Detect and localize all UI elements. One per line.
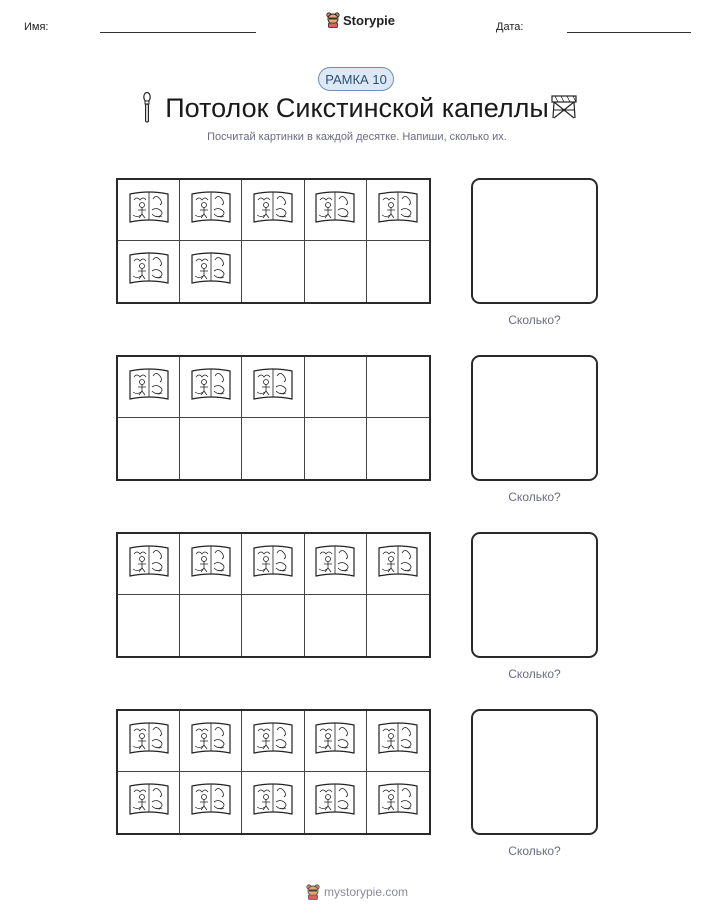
fresco-picture-icon xyxy=(128,367,170,408)
scaffold-icon xyxy=(549,94,579,120)
fresco-picture-icon xyxy=(190,721,232,762)
frame-cell xyxy=(118,711,180,772)
fresco-picture-icon xyxy=(128,782,170,823)
title-row xyxy=(0,90,714,130)
frame-cell xyxy=(180,772,242,833)
frame-cell xyxy=(367,711,429,772)
frame-badge: РАМКА 10 xyxy=(318,67,394,91)
ten-frame-3 xyxy=(116,532,431,658)
fresco-picture-icon xyxy=(190,544,232,585)
brand-name: Storypie xyxy=(343,12,396,28)
frame-cell xyxy=(118,418,180,479)
ten-frame-1 xyxy=(116,178,431,304)
name-line[interactable] xyxy=(100,32,256,33)
frame-cell xyxy=(118,241,180,302)
fresco-picture-icon xyxy=(190,190,232,231)
frame-cell xyxy=(180,180,242,241)
fresco-picture-icon xyxy=(314,782,356,823)
fresco-picture-icon xyxy=(128,721,170,762)
fresco-picture-icon xyxy=(252,190,294,231)
frame-cell xyxy=(118,534,180,595)
frame-cell xyxy=(305,595,367,656)
frame-cell xyxy=(242,534,304,595)
fresco-picture-icon xyxy=(252,367,294,408)
fresco-picture-icon xyxy=(252,782,294,823)
frame-cell xyxy=(242,772,304,833)
name-label: Имя: xyxy=(24,21,49,33)
frame-cell xyxy=(367,180,429,241)
bear-mascot-icon xyxy=(306,884,320,900)
frame-cell xyxy=(305,772,367,833)
answer-box-1[interactable] xyxy=(471,178,598,304)
frame-cell xyxy=(367,534,429,595)
answer-label-1: Сколько? xyxy=(508,313,561,327)
frame-cell xyxy=(367,772,429,833)
frame-cell xyxy=(118,357,180,418)
fresco-picture-icon xyxy=(252,544,294,585)
frame-cell xyxy=(242,595,304,656)
frame-cell xyxy=(180,711,242,772)
fresco-picture-icon xyxy=(190,367,232,408)
frame-cell xyxy=(242,711,304,772)
frame-cell xyxy=(367,418,429,479)
fresco-picture-icon xyxy=(377,782,419,823)
frame-cell xyxy=(305,711,367,772)
frame-cell xyxy=(180,418,242,479)
date-line[interactable] xyxy=(567,32,691,33)
frame-cell xyxy=(242,357,304,418)
frame-cell xyxy=(118,772,180,833)
frame-cell xyxy=(305,241,367,302)
fresco-picture-icon xyxy=(377,721,419,762)
frame-cell xyxy=(367,241,429,302)
frame-cell xyxy=(305,180,367,241)
ten-frame-4 xyxy=(116,709,431,835)
fresco-picture-icon xyxy=(314,190,356,231)
fresco-picture-icon xyxy=(190,782,232,823)
instructions: Посчитай картинки в каждой десятке. Напиши, сколько их. xyxy=(207,131,507,143)
footer xyxy=(0,884,714,900)
page-title: Потолок Сикстинской капеллы xyxy=(165,93,549,123)
fresco-picture-icon xyxy=(128,190,170,231)
frame-cell xyxy=(180,241,242,302)
frame-cell xyxy=(118,595,180,656)
fresco-picture-icon xyxy=(314,721,356,762)
frame-cell xyxy=(242,418,304,479)
frame-cell xyxy=(180,357,242,418)
frame-cell xyxy=(180,595,242,656)
brand-logo xyxy=(326,12,395,28)
fresco-picture-icon xyxy=(128,544,170,585)
date-label: Дата: xyxy=(496,21,524,33)
frame-cell xyxy=(305,357,367,418)
frame-cell xyxy=(242,180,304,241)
frame-cell xyxy=(367,357,429,418)
frame-cell xyxy=(305,418,367,479)
frame-cell xyxy=(305,534,367,595)
fresco-picture-icon xyxy=(128,251,170,292)
fresco-picture-icon xyxy=(190,251,232,292)
answer-box-3[interactable] xyxy=(471,532,598,658)
frame-cell xyxy=(180,534,242,595)
footer-url: mystorypie.com xyxy=(323,885,409,899)
answer-label-2: Сколько? xyxy=(508,490,561,504)
frame-cell xyxy=(118,180,180,241)
answer-box-4[interactable] xyxy=(471,709,598,835)
answer-label-3: Сколько? xyxy=(508,667,561,681)
frame-cell xyxy=(242,241,304,302)
bear-mascot-icon xyxy=(326,12,340,28)
frame-cell xyxy=(367,595,429,656)
fresco-picture-icon xyxy=(377,544,419,585)
ten-frame-2 xyxy=(116,355,431,481)
answer-label-4: Сколько? xyxy=(508,844,561,858)
fresco-picture-icon xyxy=(377,190,419,231)
fresco-picture-icon xyxy=(252,721,294,762)
fresco-picture-icon xyxy=(314,544,356,585)
answer-box-2[interactable] xyxy=(471,355,598,481)
